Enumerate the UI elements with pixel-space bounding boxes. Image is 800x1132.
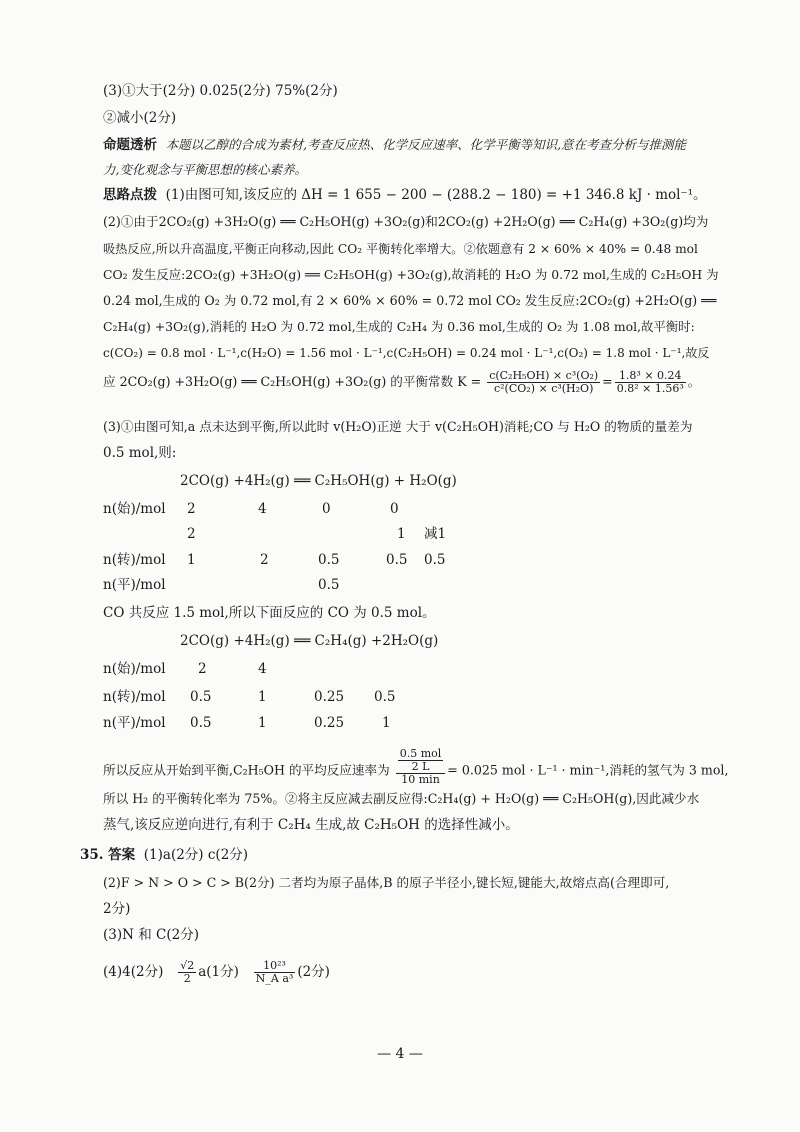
table1-row2-c1: 2 bbox=[187, 526, 196, 542]
table1-row3-c4: 0.5 bbox=[386, 552, 408, 568]
rate-inner-num: 0.5 mol bbox=[399, 747, 442, 760]
part3-line-2: 0.5 mol,则: bbox=[103, 445, 177, 461]
rate-fraction bbox=[396, 748, 446, 786]
k-equals: = bbox=[602, 374, 613, 389]
solution-line-5: 0.24 mol,生成的 O₂ 为 0.72 mol,有 2 × 60% × 60% = 0.72 mol CO₂ 发生反应:2CO₂(g) +2H₂O(g) ══ bbox=[103, 293, 717, 308]
page-number: — 4 — bbox=[377, 1046, 423, 1062]
table1-equation: 2CO(g) +4H₂(g) ══ C₂H₅OH(g) + H₂O(g) bbox=[180, 473, 457, 489]
solution-line-1 bbox=[103, 186, 707, 204]
q35-4-f1-num: √2 bbox=[180, 959, 195, 972]
q35-4-fraction-2 bbox=[254, 960, 296, 985]
answer-3-line: (3)①大于(2分) 0.025(2分) 75%(2分) bbox=[103, 83, 338, 99]
solution-text: (1)由图可知,该反应的 ΔH = 1 655 − 200 − (288.2 − 180) = +1 346.8 kJ · mol⁻¹。 bbox=[165, 187, 707, 203]
rate-result: = 0.025 mol · L⁻¹ · min⁻¹,消耗的氢气为 3 mol, bbox=[447, 762, 729, 778]
conversion-line: 所以 H₂ 的平衡转化率为 75%。②将主反应减去副反应得:C₂H₄(g) + H₂O(g) ══ C₂H₅OH(g),因此减少水 bbox=[103, 791, 700, 806]
table2-row2-c2: 1 bbox=[258, 689, 267, 705]
analysis-text: 本题以乙醇的合成为素材,考查反应热、化学反应速率、化学平衡等知识,意在考查分析与推测能 bbox=[165, 137, 687, 152]
equilibrium-constant-line bbox=[103, 370, 700, 395]
table2-equation: 2CO(g) +4H₂(g) ══ C₂H₄(g) +2H₂O(g) bbox=[180, 633, 439, 649]
q35-answer-2: (2)F > N > O > C > B(2分) 二者均为原子晶体,B 的原子半径小,键长短,键能大,故熔点高(合理即可, bbox=[103, 875, 670, 890]
table1-row4-c3: 0.5 bbox=[318, 577, 340, 593]
table2-row2-c1: 0.5 bbox=[190, 689, 212, 705]
rate-inner-den: 2 L bbox=[411, 760, 430, 773]
table1-row3-c2: 2 bbox=[260, 552, 269, 568]
k-fraction-symbolic bbox=[487, 370, 600, 395]
table2-row2-label: n(转)/mol bbox=[103, 689, 166, 705]
k-den-value: 0.8² × 1.56³ bbox=[616, 382, 684, 395]
table1-row3-c3: 0.5 bbox=[318, 552, 340, 568]
analysis-label: 命题透析 bbox=[103, 137, 157, 153]
table2-row3-c3: 0.25 bbox=[314, 715, 345, 731]
k-denominator: c²(CO₂) × c³(H₂O) bbox=[493, 382, 594, 395]
analysis-line-1 bbox=[103, 136, 686, 154]
rate-line bbox=[103, 747, 729, 790]
table2-row3-c2: 1 bbox=[258, 715, 267, 731]
q35-answer-4 bbox=[103, 960, 330, 985]
q35-4-text: (4)4(2分) bbox=[103, 964, 164, 980]
analysis-line-2: 力,变化观念与平衡思想的核心素养。 bbox=[103, 162, 307, 177]
table2-row2-c4: 0.5 bbox=[374, 689, 396, 705]
table1-row1-c4: 0 bbox=[390, 501, 399, 517]
q35-4-f2-den: N_A a³ bbox=[255, 972, 294, 985]
solution-line-4: CO₂ 发生反应:2CO₂(g) +3H₂O(g) ══ C₂H₅OH(g) +3O₂(g),故消耗的 H₂O 为 0.72 mol,生成的 C₂H₅OH 为 bbox=[103, 267, 719, 282]
part3-line-1: (3)①由图可知,a 点未达到平衡,所以此时 v(H₂O)正逆 大于 v(C₂H₅OH)消耗;CO 与 H₂O 的物质的量差为 bbox=[103, 419, 693, 434]
q35-4-f2-num: 10²³ bbox=[254, 960, 296, 973]
solution-line-7: c(CO₂) = 0.8 mol · L⁻¹,c(H₂O) = 1.56 mol · L⁻¹,c(C₂H₅OH) = 0.24 mol · L⁻¹,c(O₂) = 1.8 mol · L⁻¹,故反 bbox=[103, 346, 710, 360]
table2-row1-label: n(始)/mol bbox=[103, 661, 166, 677]
rate-numerator bbox=[396, 748, 446, 774]
rate-denominator: 10 min bbox=[401, 773, 440, 786]
q35-answer-1: (1)a(2分) c(2分) bbox=[143, 847, 249, 863]
table1-row1-c3: 0 bbox=[322, 501, 331, 517]
table1-row4-label: n(平)/mol bbox=[103, 577, 166, 593]
q35-answer-2-cont: 2分) bbox=[103, 901, 131, 917]
table2-row3-label: n(平)/mol bbox=[103, 715, 166, 731]
solution-line-2: (2)①由于2CO₂(g) +3H₂O(g) ══ C₂H₅OH(g) +3O₂(g)和2CO₂(g) +2H₂O(g) ══ C₂H₄(g) +3O₂(g)均为 bbox=[103, 214, 709, 229]
solution-label: 思路点拨 bbox=[103, 187, 157, 203]
table1-row3-c5: 0.5 bbox=[424, 552, 446, 568]
table1-row2-c5: 减1 bbox=[424, 526, 447, 542]
k-text: 应 2CO₂(g) +3H₂O(g) ══ C₂H₅OH(g) +3O₂(g) 的平衡常数 K = bbox=[103, 374, 482, 389]
q35-4-mid: a(1分) bbox=[198, 964, 239, 980]
q35-line bbox=[80, 846, 248, 864]
k-end: 。 bbox=[687, 374, 701, 389]
table1-row3-label: n(转)/mol bbox=[103, 552, 166, 568]
co-reaction-line: CO 共反应 1.5 mol,所以下面反应的 CO 为 0.5 mol。 bbox=[103, 605, 436, 621]
table2-row3-c4: 1 bbox=[382, 715, 391, 731]
answer-3-2-line: ②减小(2分) bbox=[103, 110, 177, 126]
table1-row1-label: n(始)/mol bbox=[103, 501, 166, 517]
table1-row1-c2: 4 bbox=[258, 501, 267, 517]
table2-row1-c1: 2 bbox=[198, 661, 207, 677]
q35-label: 35. 答案 bbox=[80, 847, 136, 863]
table2-row1-c2: 4 bbox=[258, 661, 267, 677]
rate-text: 所以反应从开始到平衡,C₂H₅OH 的平均反应速率为 bbox=[103, 762, 390, 778]
k-num-value: 1.8³ × 0.24 bbox=[615, 370, 686, 383]
selectivity-line: 蒸气,该反应逆向进行,有利于 C₂H₄ 生成,故 C₂H₅OH 的选择性减小。 bbox=[103, 817, 519, 833]
table1-row1-c1: 2 bbox=[187, 501, 196, 517]
table1-row2-c4: 1 bbox=[397, 526, 406, 542]
k-numerator: c(C₂H₅OH) × c³(O₂) bbox=[489, 369, 599, 382]
solution-line-3: 吸热反应,所以升高温度,平衡正向移动,因此 CO₂ 平衡转化率增大。②依题意有 2 × 60% × 40% = 0.48 mol bbox=[103, 242, 698, 256]
k-fraction-numeric bbox=[615, 370, 686, 395]
table2-row3-c1: 0.5 bbox=[190, 715, 212, 731]
table2-row2-c3: 0.25 bbox=[314, 689, 345, 705]
rate-inner-fraction bbox=[398, 748, 444, 773]
q35-4-fraction-1 bbox=[178, 960, 196, 985]
q35-4-f1-den: 2 bbox=[183, 972, 191, 985]
table1-row3-c1: 1 bbox=[187, 552, 196, 568]
q35-answer-3: (3)N 和 C(2分) bbox=[103, 927, 199, 943]
solution-line-6: C₂H₄(g) +3O₂(g),消耗的 H₂O 为 0.72 mol,生成的 C₂H₄ 为 0.36 mol,生成的 O₂ 为 1.08 mol,故平衡时: bbox=[103, 319, 695, 334]
q35-4-end: (2分) bbox=[297, 964, 330, 980]
